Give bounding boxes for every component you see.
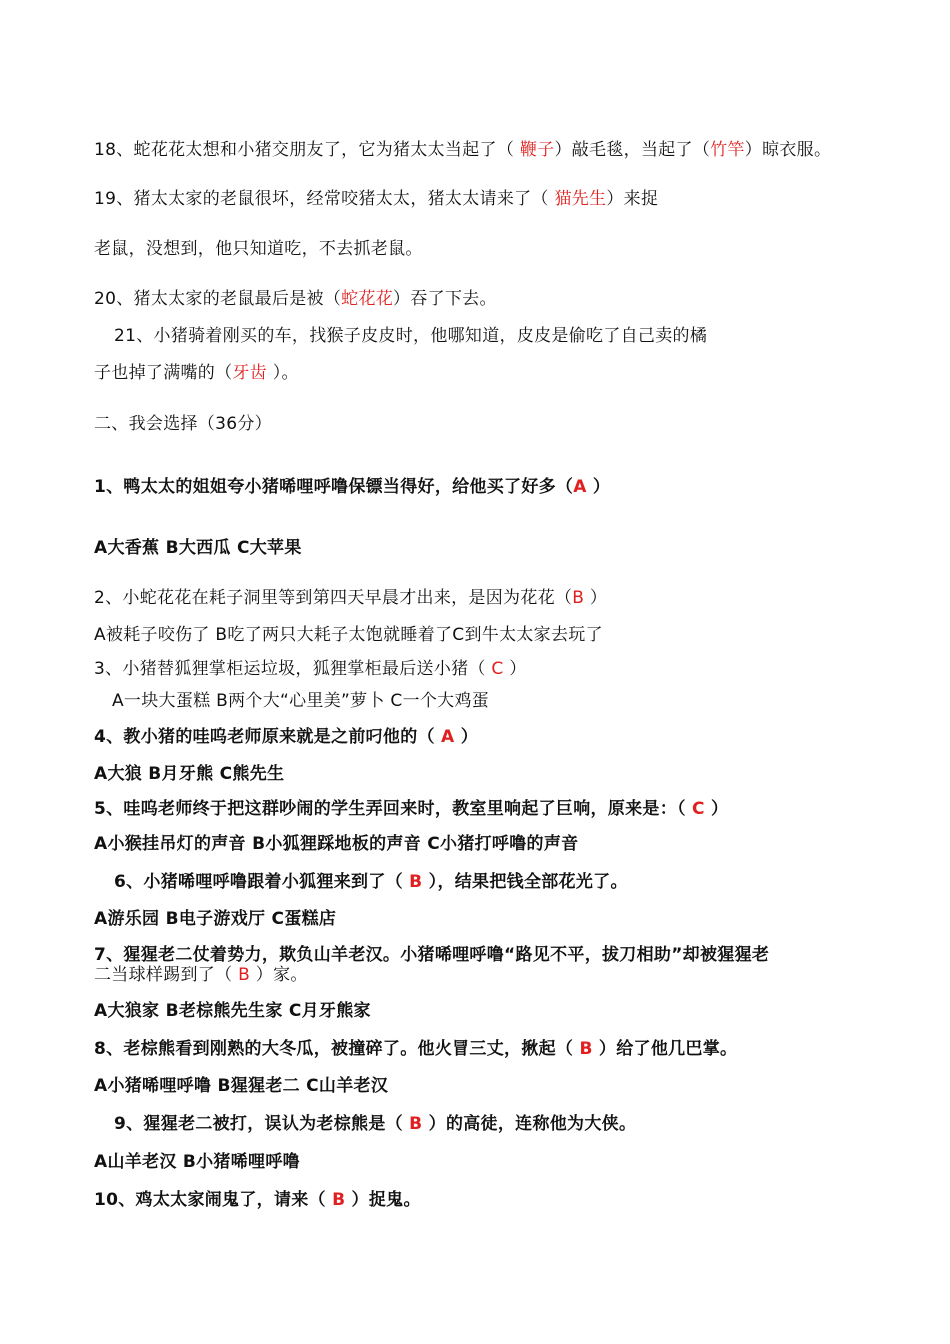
question-21: 21、小猪骑着刚买的车，找猴子皮皮时，他哪知道，皮皮是偷吃了自己卖的橘 <box>114 326 708 346</box>
choice-options-9: A山羊老汉 B小猪唏哩呼噜 <box>94 1152 300 1172</box>
question-text: ）来捉 <box>606 189 659 209</box>
answer-text: B <box>409 872 423 892</box>
question-text: 子也掉了满嘴的（ <box>94 363 233 383</box>
question-text: ）。 <box>267 363 299 383</box>
choice-options-1: A大香蕉 B大西瓜 C大苹果 <box>94 538 302 558</box>
question-text: ）给了他几巴掌。 <box>592 1039 738 1059</box>
question-text: 二当球样踢到了（ <box>94 965 239 985</box>
question-text: ） <box>454 727 479 747</box>
answer-text: 鞭子 <box>519 140 555 160</box>
question-text: 20、猪太太家的老鼠最后是被（ <box>94 289 342 309</box>
answer-text: A <box>573 477 587 497</box>
question-text: ），结果把钱全部花光了。 <box>422 872 628 892</box>
choice-options-3: A一块大蛋糕 B两个大“心里美”萝卜 C一个大鸡蛋 <box>112 691 490 711</box>
question-text: ）家。 <box>250 965 308 985</box>
question-text: ）吞了下去。 <box>393 289 497 309</box>
answer-text: B <box>572 588 585 608</box>
question-text: ） <box>586 477 611 497</box>
choice-question-1 <box>94 476 920 498</box>
question-20 <box>94 288 920 310</box>
choice-question-9 <box>114 1113 920 1135</box>
section-title: 二、我会选择（36分） <box>94 414 272 434</box>
question-text: 2、小蛇花花在耗子洞里等到第四天早晨才出来，是因为花花（ <box>94 588 573 608</box>
choice-question-8 <box>94 1038 920 1060</box>
answer-text: 竹竿 <box>710 140 745 160</box>
choice-options-7: A大狼家 B老棕熊先生家 C月牙熊家 <box>94 1001 371 1021</box>
question-text: 1、鸭太太的姐姐夸小猪唏哩呼噜保镖当得好，给他买了好多（ <box>94 477 574 497</box>
answer-text: 蛇花花 <box>341 289 394 309</box>
answer-text: B <box>579 1039 593 1059</box>
answer-text: 猫先生 <box>554 189 607 209</box>
choice-options-4: A大狼 B月牙熊 C熊先生 <box>94 764 285 784</box>
choice-options-6: A游乐园 B电子游戏厅 C蛋糕店 <box>94 909 337 929</box>
choice-question-2 <box>94 587 920 609</box>
answer-text: C <box>692 799 705 819</box>
question-text: 5、哇呜老师终于把这群吵闹的学生弄回来时，教室里响起了巨响，原来是：（ <box>94 799 693 819</box>
choice-question-6 <box>114 871 920 893</box>
question-text: 9、猩猩老二被打，误认为老棕熊是（ <box>114 1114 410 1134</box>
question-text: 8、老棕熊看到刚熟的大冬瓜，被撞碎了。他火冒三丈，揪起（ <box>94 1039 580 1059</box>
question-18 <box>94 139 920 161</box>
answer-text: 牙齿 <box>232 363 268 383</box>
question-text: 6、小猪唏哩呼噜跟着小狐狸来到了（ <box>114 872 410 892</box>
answer-text: B <box>332 1190 346 1210</box>
question-text: 19、猪太太家的老鼠很坏，经常咬猪太太，猪太太请来了（ <box>94 189 555 209</box>
question-text: 4、教小猪的哇呜老师原来就是之前叼他的（ <box>94 727 442 747</box>
question-19-continued: 老鼠，没想到，他只知道吃，不去抓老鼠。 <box>94 239 423 259</box>
question-21-continued <box>94 362 920 384</box>
answer-text: A <box>441 727 455 747</box>
question-text: ）捉鬼。 <box>345 1190 421 1210</box>
question-text: ） <box>503 659 527 679</box>
choice-options-8: A小猪唏哩呼噜 B猩猩老二 C山羊老汉 <box>94 1076 389 1096</box>
choice-question-10 <box>94 1189 920 1211</box>
choice-options-2: A被耗子咬伤了 B吃了两只大耗子太饱就睡着了C到牛太太家去玩了 <box>94 625 603 645</box>
question-text: 10、鸡太太家闹鬼了，请来（ <box>94 1190 333 1210</box>
question-text: ）的高徒，连称他为大侠。 <box>422 1114 637 1134</box>
choice-options-5: A小猴挂吊灯的声音 B小狐狸踩地板的声音 C小猪打呼噜的声音 <box>94 834 579 854</box>
choice-question-3 <box>94 658 920 680</box>
question-text: ） <box>704 799 729 819</box>
question-19 <box>94 188 920 210</box>
question-text: 18、蛇花花太想和小猪交朋友了，它为猪太太当起了（ <box>94 140 520 160</box>
answer-text: B <box>409 1114 423 1134</box>
question-text: ）敲毛毯，当起了（ <box>554 140 711 160</box>
question-text: 3、小猪替狐狸掌柜运垃圾，狐狸掌柜最后送小猪（ <box>94 659 492 679</box>
choice-question-5 <box>94 798 920 820</box>
choice-question-7-continued <box>94 964 920 986</box>
answer-text: B <box>238 965 251 985</box>
question-text: ）晾衣服。 <box>744 140 832 160</box>
choice-question-4 <box>94 726 920 748</box>
answer-text: C <box>491 659 504 679</box>
choice-question-7: 7、猩猩老二仗着势力，欺负山羊老汉。小猪唏哩呼噜“路见不平，拔刀相助”却被猩猩老 <box>94 945 770 965</box>
question-text: ） <box>584 588 608 608</box>
